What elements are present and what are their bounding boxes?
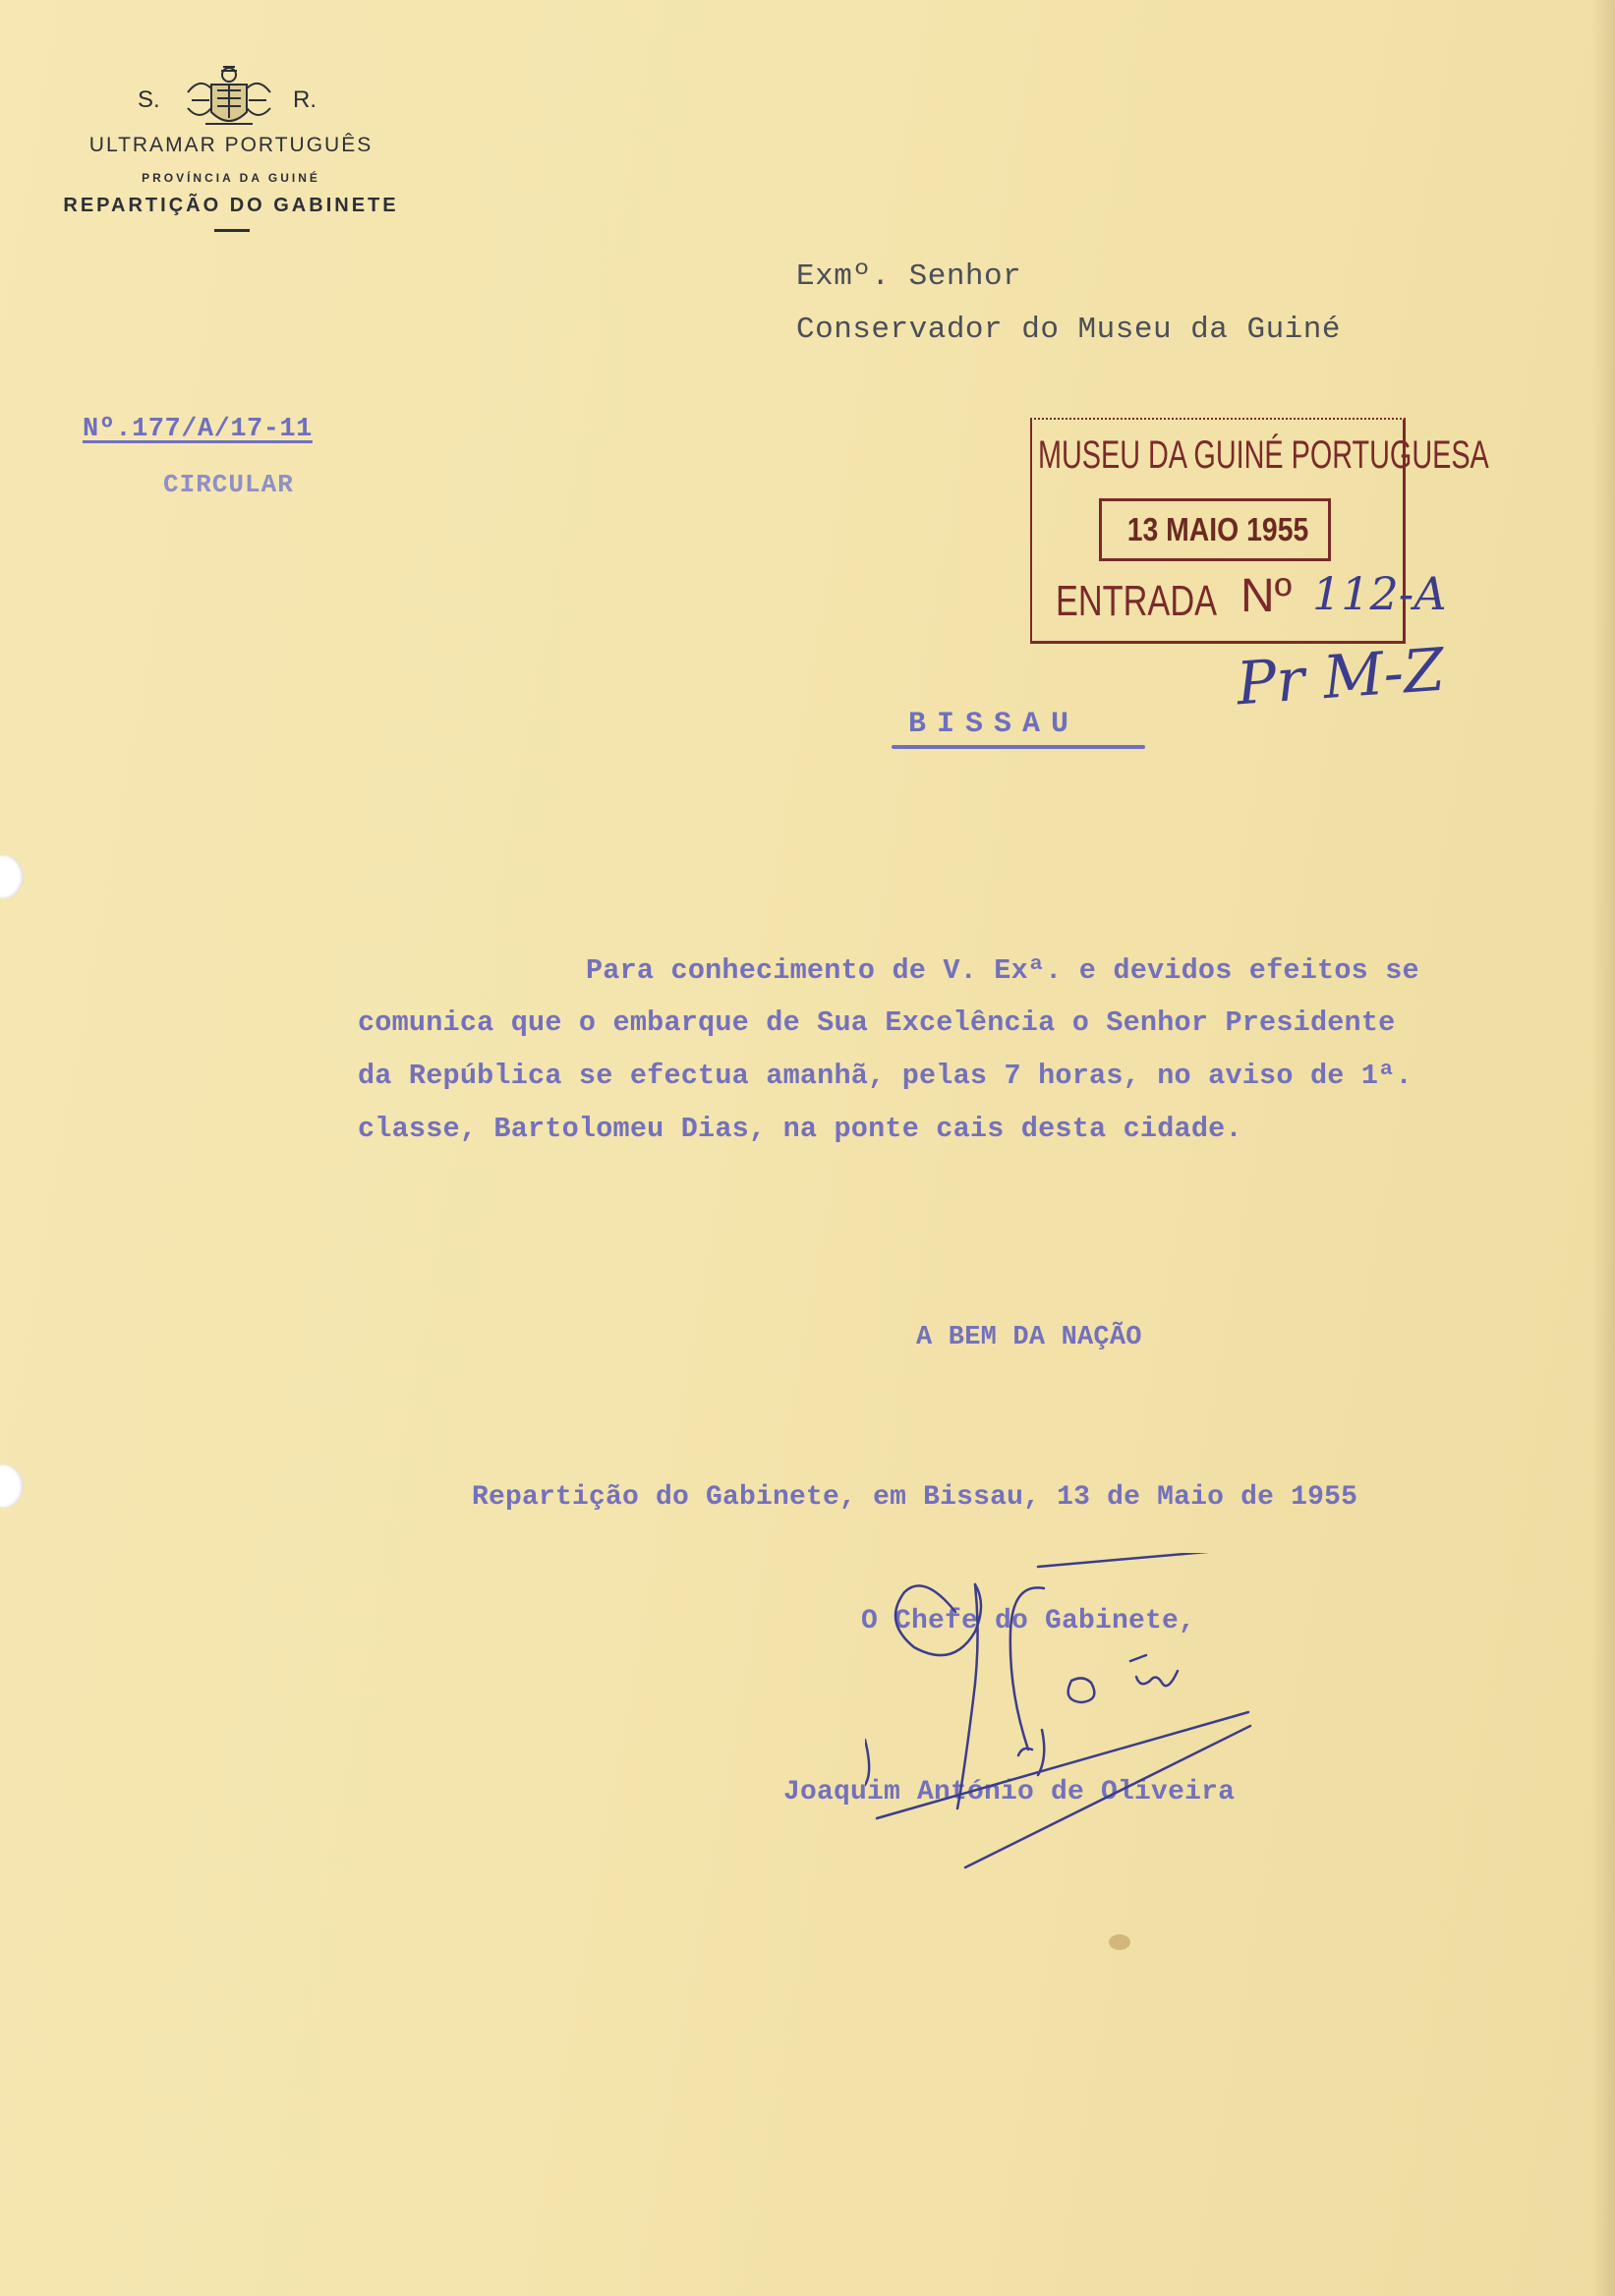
signatory-title: O Chefe do Gabinete, bbox=[861, 1606, 1196, 1636]
reference-type: CIRCULAR bbox=[163, 470, 294, 499]
paper-stain bbox=[1109, 1934, 1130, 1950]
coat-of-arms-icon bbox=[182, 63, 276, 134]
paper-edge-shadow bbox=[1591, 0, 1615, 2296]
addressee-line2: Conservador do Museu da Guiné bbox=[796, 313, 1341, 347]
closing-salutation: A BEM DA NAÇÃO bbox=[916, 1323, 1142, 1352]
stamp-date-box bbox=[1099, 498, 1331, 561]
letterhead-line3: REPARTIÇÃO DO GABINETE bbox=[63, 195, 399, 216]
stamp-date: 13 MAIO 1955 bbox=[1126, 511, 1309, 547]
place-and-date: Repartição do Gabinete, em Bissau, 13 de Maio de 1955 bbox=[472, 1482, 1358, 1513]
punch-hole-top bbox=[0, 855, 24, 898]
stamp-title: MUSEU DA GUINÉ PORTUGUESA bbox=[1038, 433, 1489, 477]
letterhead-line2: PROVÍNCIA DA GUINÉ bbox=[142, 171, 320, 185]
stamp-entry-no-label: Nº bbox=[1240, 570, 1293, 622]
handwritten-entry-number: 112-A bbox=[1312, 567, 1447, 620]
body-line-4: classe, Bartolomeu Dias, na ponte cais desta cidade. bbox=[358, 1113, 1242, 1145]
city-underline bbox=[892, 745, 1145, 749]
body-line-1: Para conhecimento de V. Exª. e devidos efeitos se bbox=[586, 954, 1419, 987]
letterhead-rule bbox=[214, 229, 250, 232]
letterhead-line1: ULTRAMAR PORTUGUÊS bbox=[88, 134, 374, 156]
handwritten-signature bbox=[865, 1553, 1376, 1887]
stamp-entry-label: ENTRADA bbox=[1056, 577, 1217, 625]
handwritten-note: Pr M-Z bbox=[1234, 635, 1447, 719]
addressee-line1: Exmº. Senhor bbox=[796, 259, 1022, 294]
signatory-name: Joaquim António de Oliveira bbox=[783, 1777, 1236, 1808]
punch-hole-bottom bbox=[0, 1464, 24, 1508]
city-heading: BISSAU bbox=[908, 708, 1080, 741]
reference-number: Nº.177/A/17-11 bbox=[83, 415, 313, 444]
body-line-3: da República se efectua amanhã, pelas 7 horas, no aviso de 1ª. bbox=[358, 1060, 1413, 1092]
letterhead-s: S. bbox=[138, 86, 160, 113]
letterhead-r: R. bbox=[293, 86, 317, 113]
body-line-2: comunica que o embarque de Sua Excelência o Senhor Presidente bbox=[358, 1006, 1396, 1039]
museum-entry-stamp bbox=[1030, 418, 1489, 644]
